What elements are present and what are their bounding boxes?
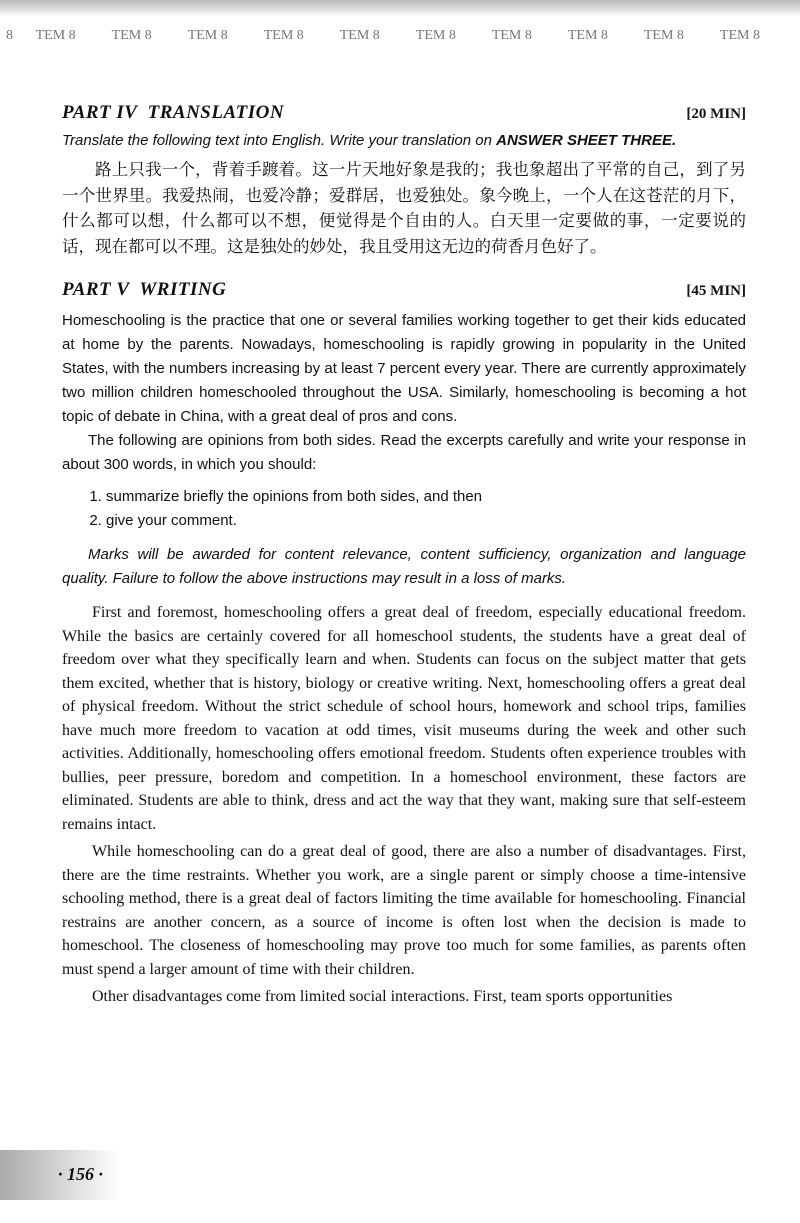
essay-paragraph: While homeschooling can do a great deal of good, there are also a number of disadvantages. First, there are the time restraints. Whether you work, are a single parent or simply choose a time-intensive schooling method, there is a great deal of factors limiting the time available for homeschooling. Financial restrains are another concern, as a source of income is often lost when the decision is made to homeschool. The closeness of homeschooling may prove too much for some families, as parents often must spend a larger amount of time with their children. [62,843,746,978]
header-item: TEM 8 [111,28,152,43]
page-number: · 156 · [58,1164,103,1184]
writing-step: 1. summarize briefly the opinions from both sides, and then [106,485,746,509]
writing-intro: Homeschooling is the practice that one or several families working together to get their kids educated at home by the parents. Nowadays, homeschooling is rapidly growing in popularity in the United States, with the numbers increasing by at least 7 percent every year. There are currently approximately two million children homeschooled throughout the USA. Similarly, homeschooling is becoming a hot topic of debate in China, with a great deal of pros and cons. [62,312,746,425]
running-header [6,28,796,44]
writing-task: The following are opinions from both sides. Read the excerpts carefully and write your response in about 300 words, in which you should: [62,432,746,473]
part5-time: [45 MIN] [686,283,746,299]
header-item: TEM 8 [415,28,456,43]
header-item: TEM 8 [187,28,228,43]
header-item: TEM 8 [491,28,532,43]
part4-title: PART IV TRANSLATION [62,102,285,123]
part4-instruction [62,132,746,149]
writing-step: 2. give your comment. [106,509,746,533]
instruction-bold: ANSWER SHEET THREE. [496,132,677,149]
translation-source-text: 路上只我一个，背着手踱着。这一片天地好象是我的；我也象超出了平常的自己，到了另一个世界里。我爱热闹，也爱冷静；爱群居，也爱独处。象今晚上，一个人在这苍茫的月下，什么都可以想，什么都可以不想，便觉得是个自由的人。白天里一定要做的事，一定要说的话，现在都可以不理。这是独处的妙处，我且受用这无边的荷香月色好了。 [62,160,746,256]
header-item: TEM 8 [339,28,380,43]
part4-time: [20 MIN] [686,106,746,122]
writing-steps [62,485,746,533]
essay-paragraph: Other disadvantages come from limited social interactions. First, team sports opportunities [92,988,673,1005]
header-item: TEM 8 [263,28,304,43]
header-item: TEM 8 [567,28,608,43]
header-item: TEM 8 [35,28,76,43]
scan-top-shadow [0,0,800,16]
instruction-text: Translate the following text into English. Write your translation on [62,132,497,149]
part5-heading [62,279,746,301]
part5-title: PART V WRITING [62,279,227,300]
header-item: 8 [6,28,13,43]
header-item: TEM 8 [643,28,684,43]
essay-paragraph: First and foremost, homeschooling offers a great deal of freedom, especially educational freedom. While the basics are certainly covered for all homeschool students, the students have a great deal of freedom over what they specifically learn and when. Students can focus on the subject matter that gets them excited, whether that is history, biology or creative writing. Next, homeschooling offers a great deal of physical freedom. Without the strict schedule of school hours, homework and school trips, families have much more freedom to vacation at odd times, visit museums during the week and other such activities. Additionally, homeschooling offers emotional freedom. Students often experience troubles with bullies, peer pressure, boredom and competition. In a homeschool environment, these factors are eliminated. Students are able to think, dress and act the way that they want, making sure that self-esteem remains intact. [62,604,746,833]
marks-note: Marks will be awarded for content relevance, content sufficiency, organization and language quality. Failure to follow the above instructions may result in a loss of marks. [62,546,746,587]
header-item: TEM 8 [719,28,760,43]
part4-heading [62,102,746,124]
page-content [62,102,746,1013]
